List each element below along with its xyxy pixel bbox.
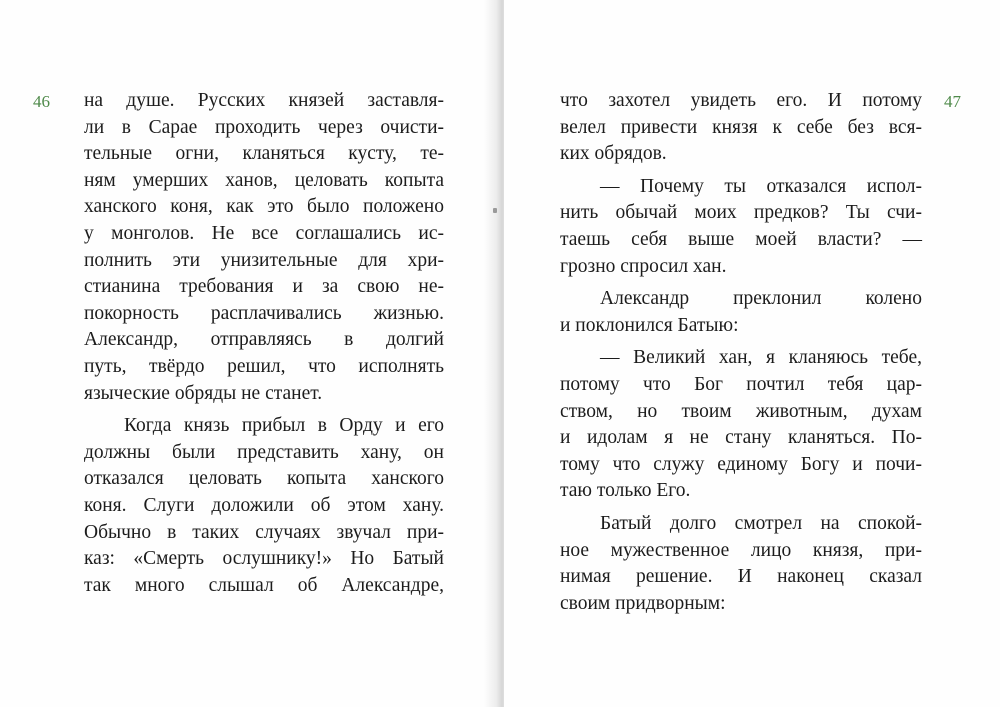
text-line: на душе. Русских князей заставля- (84, 90, 444, 111)
text-line: нить обычай моих предков? Ты счи- (560, 202, 922, 224)
text-line: велел привести князя к себе без вся- (560, 116, 922, 138)
page-number-left: 46 (33, 92, 50, 111)
text-line: нимая решение. И наконец сказал (560, 566, 922, 588)
right-page-text (560, 88, 922, 617)
text-line: ством, но твоим животным, духам (560, 400, 922, 422)
text-line: отказался целовать копыта ханского (84, 468, 444, 490)
text-line: потому что Бог почтил тебя цар- (560, 373, 922, 395)
text-line: таю только Его. (560, 480, 691, 502)
text-line: стианина требования и за свою не- (84, 276, 444, 298)
left-page (0, 0, 496, 707)
text-line: Обычно в таких случаях звучал при- (84, 521, 444, 543)
text-line: что захотел увидеть его. И потому (560, 90, 922, 111)
text-line: полнить эти унизительные для хри- (84, 249, 444, 271)
text-line: Александр, отправляясь в долгий (84, 329, 444, 351)
text-line: Александр преклонил колено (600, 288, 922, 310)
text-line: и поклонился Батыю: (560, 314, 739, 336)
text-line: — Почему ты отказался испол- (600, 175, 922, 197)
text-line: коня. Слуги доложили об этом хану. (84, 494, 444, 516)
text-line: каз: «Смерть ослушнику!» Но Батый (84, 548, 444, 570)
left-page-text (84, 88, 444, 599)
text-line: ких обрядов. (560, 143, 667, 165)
text-line: своим придворным: (560, 592, 726, 614)
page-number-right: 47 (944, 92, 961, 111)
text-line: ное мужественное лицо князя, при- (560, 539, 922, 561)
text-line: языческие обряды не станет. (84, 382, 323, 404)
text-line: тому что служу единому Богу и почи- (560, 453, 922, 475)
text-line: ханского коня, как это было положено (84, 196, 444, 218)
text-line: покорность расплачивались жизнью. (84, 302, 444, 324)
text-line: Когда князь прибыл в Орду и его (124, 415, 444, 437)
text-line: путь, твёрдо решил, что исполнять (84, 355, 444, 377)
text-line: ням умерших ханов, целовать копыта (84, 169, 444, 191)
text-line: Батый долго смотрел на спокой- (600, 512, 922, 534)
text-line: таешь себя выше моей власти? — (560, 228, 922, 250)
gutter-mark (493, 208, 497, 213)
text-line: у монголов. Не все соглашались ис- (84, 222, 444, 244)
text-line: — Великий хан, я кланяюсь тебе, (600, 347, 922, 369)
text-line: тельные огни, кланяться кусту, те- (84, 143, 444, 165)
text-line: ли в Сарае проходить через очисти- (84, 116, 444, 138)
text-line: так много слышал об Александре, (84, 574, 444, 596)
text-line: и идолам я не стану кланяться. По- (560, 427, 922, 449)
text-line: должны были представить хану, он (84, 441, 444, 463)
text-line: грозно спросил хан. (560, 255, 727, 277)
